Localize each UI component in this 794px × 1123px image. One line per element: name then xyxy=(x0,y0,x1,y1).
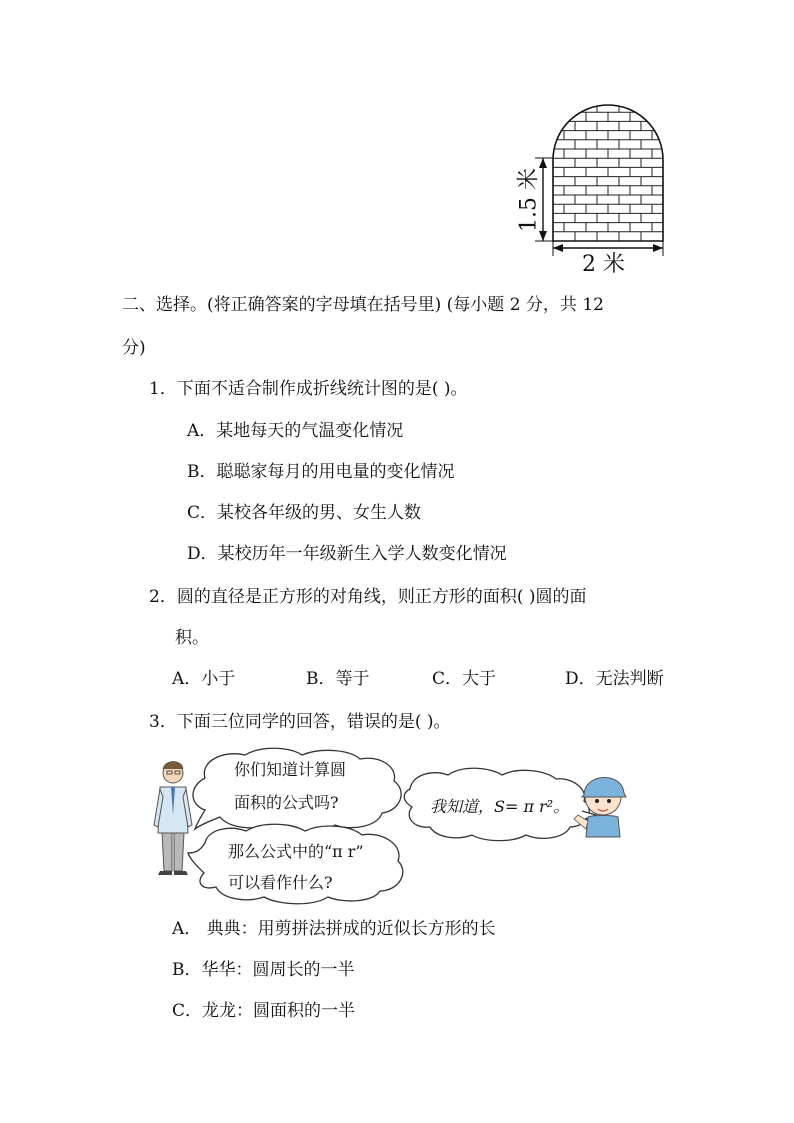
brick-wall-figure xyxy=(0,0,794,300)
brick-pattern xyxy=(553,94,663,241)
teacher-bubble-2-line1: 那么公式中的“π r” xyxy=(228,842,364,861)
q3-option-c: C．龙龙：圆面积的一半 xyxy=(172,1001,356,1021)
q2-stem-line2: 积。 xyxy=(175,628,209,648)
q1-option-d: D．某校历年一年级新生入学人数变化情况 xyxy=(187,544,507,564)
student-bubble-text: 我知道，S= π r²。 xyxy=(430,797,570,816)
teacher-bubble-1-line1: 你们知道计算圆 xyxy=(234,760,347,779)
q2-option-c: C．大于 xyxy=(432,669,497,689)
q2-stem-line1: 2．圆的直径是正方形的对角线，则正方形的面积( )圆的面 xyxy=(149,587,587,607)
height-label: 1.5 米 xyxy=(516,168,542,232)
q3-option-a: A． 典典：用剪拼法拼成的近似长方形的长 xyxy=(172,919,496,939)
q2-option-b: B．等于 xyxy=(306,669,370,689)
teacher-figure xyxy=(154,762,192,876)
section-title-line2: 分) xyxy=(122,338,146,358)
dialogue-illustration xyxy=(0,745,794,905)
q1-option-b: B．聪聪家每月的用电量的变化情况 xyxy=(187,462,455,482)
q2-option-a: A．小于 xyxy=(172,669,236,689)
teacher-bubble-1-line2: 面积的公式吗? xyxy=(234,793,339,812)
q1-option-a: A．某地每天的气温变化情况 xyxy=(187,421,404,441)
q2-option-d: D．无法判断 xyxy=(565,669,664,689)
q3-stem: 3．下面三位同学的回答，错误的是( )。 xyxy=(149,712,451,732)
q1-option-c: C．某校各年级的男、女生人数 xyxy=(187,503,422,523)
section-title-line1: 二、选择。(将正确答案的字母填在括号里) (每小题 2 分，共 12 xyxy=(122,295,604,315)
width-label: 2 米 xyxy=(582,252,625,277)
q3-option-b: B．华华：圆周长的一半 xyxy=(172,960,355,980)
q1-stem: 1．下面不适合制作成折线统计图的是( )。 xyxy=(149,379,468,399)
teacher-bubble-2-line2: 可以看作什么? xyxy=(228,873,333,892)
